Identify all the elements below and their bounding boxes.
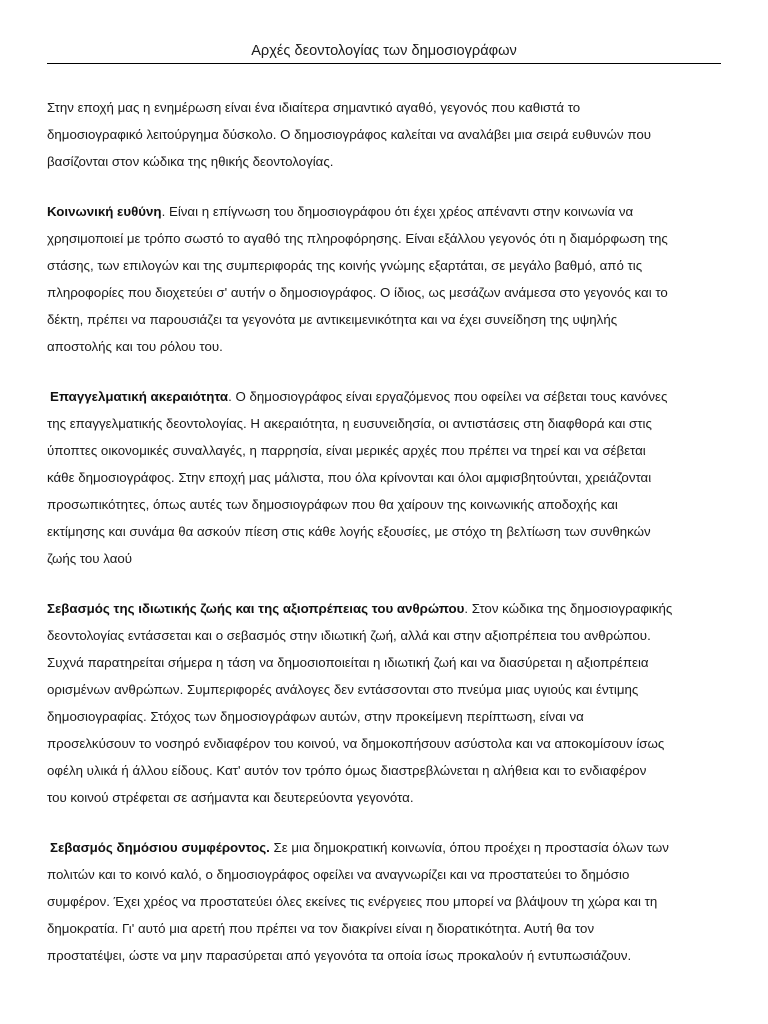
text-line: προσωπικότητες, όπως αυτές των δημοσιογράφων που θα χαίρουν της κοινωνικής αποδοχής και bbox=[47, 497, 618, 512]
text-line: δημοκρατία. Γι' αυτό μια αρετή που πρέπει να τον διακρίνει είναι η διορατικότητα. Αυτή θα τον bbox=[47, 921, 595, 936]
social-responsibility-paragraph bbox=[47, 198, 721, 360]
text-line: του κοινού στρέφεται σε ασήμαντα και δευτερεύοντα γεγονότα. bbox=[47, 790, 414, 805]
text-line: δημοσιογραφικό λειτούργημα δύσκολο. Ο δημοσιογράφος καλείται να αναλάβει μια σειρά ευθυνών που bbox=[47, 127, 652, 142]
section-heading: Κοινωνική ευθύνη bbox=[47, 204, 162, 219]
text-line: χρησιμοποιεί με τρόπο σωστό το αγαθό της πληροφόρησης. Είναι εξάλλου γεγονός ότι η διαμόρφωση της bbox=[47, 231, 668, 246]
text-line bbox=[47, 595, 721, 622]
title-underline bbox=[47, 63, 721, 64]
text-line bbox=[47, 383, 721, 410]
text-line: στάσης, των επιλογών και της συμπεριφοράς της κοινής γνώμης εξαρτάται, σε μεγάλο βαθμό, από τις bbox=[47, 258, 643, 273]
text-line: προσελκύσουν το νοσηρό ενδιαφέρον του κοινού, να δημοκοπήσουν ασύστολα και να αποκομίσουν ίσως bbox=[47, 736, 665, 751]
text-line: πολιτών και το κοινό καλό, ο δημοσιογράφος οφείλει να αναγνωρίζει και να προστατεύει το δημόσιο bbox=[47, 867, 630, 882]
text-line: προστατέψει, ώστε να μην παρασύρεται από γεγονότα τα οποία ίσως προκαλούν ή εντυπωσιάζουν. bbox=[47, 948, 632, 963]
text-line: Στην εποχή μας η ενημέρωση είναι ένα ιδιαίτερα σημαντικό αγαθό, γεγονός που καθιστά το bbox=[47, 100, 581, 115]
text-fragment: Σε μια δημοκρατική κοινωνία, όπου προέχει η προστασία όλων των bbox=[269, 840, 669, 855]
text-line bbox=[47, 834, 721, 861]
text-line: Συχνά παρατηρείται σήμερα η τάση να δημοσιοποιείται η ιδιωτική ζωή και να διασύρεται η αξιοπρέπεια bbox=[47, 655, 649, 670]
document-page bbox=[47, 0, 721, 969]
intro-paragraph bbox=[47, 94, 721, 175]
text-line bbox=[47, 198, 721, 225]
section-heading: Σεβασμός της ιδιωτικής ζωής και της αξιοπρέπειας του ανθρώπου bbox=[47, 601, 465, 616]
text-line: ορισμένων ανθρώπων. Συμπεριφορές ανάλογες δεν εντάσσονται στο πνεύμα μιας υγιούς και έντιμης bbox=[47, 682, 639, 697]
text-line: αποστολής και του ρόλου του. bbox=[47, 339, 223, 354]
text-line: εκτίμησης και συνάμα θα ασκούν πίεση στις κάθε λογής εξουσίες, με στόχο τη βελτίωση των συνθηκών bbox=[47, 524, 651, 539]
section-heading: Επαγγελματική ακεραιότητα bbox=[50, 389, 229, 404]
privacy-dignity-paragraph bbox=[47, 595, 721, 811]
text-fragment: . Είναι η επίγνωση του δημοσιογράφου ότι έχει χρέος απέναντι στην κοινωνία να bbox=[161, 204, 634, 219]
text-line: δεοντολογίας εντάσσεται και ο σεβασμός στην ιδιωτική ζωή, αλλά και στην αξιοπρέπεια του ανθρώπου. bbox=[47, 628, 651, 643]
text-fragment: . Ο δημοσιογράφος είναι εργαζόμενος που οφείλει να σέβεται τους κανόνες bbox=[228, 389, 668, 404]
professional-integrity-paragraph bbox=[47, 383, 721, 572]
text-line: οφέλη υλικά ή άλλου είδους. Κατ' αυτόν τον τρόπο όμως διαστρεβλώνεται η αλήθεια και το ενδιαφέρον bbox=[47, 763, 647, 778]
public-interest-paragraph bbox=[47, 834, 721, 969]
text-line: δέκτη, πρέπει να παρουσιάζει τα γεγονότα με αντικειμενικότητα και να έχει συνείδηση της υψηλής bbox=[47, 312, 618, 327]
text-line: δημοσιογραφίας. Στόχος των δημοσιογράφων αυτών, στην προκείμενη περίπτωση, είναι να bbox=[47, 709, 584, 724]
text-line: της επαγγελματικής δεοντολογίας. Η ακεραιότητα, η ευσυνειδησία, οι αντιστάσεις στη διαφθορά και στις bbox=[47, 416, 652, 431]
section-heading: Σεβασμός δημόσιου συμφέροντος. bbox=[50, 840, 270, 855]
text-line: κάθε δημοσιογράφος. Στην εποχή μας μάλιστα, που όλα κρίνονται και όλοι αμφισβητούνται, χρειάζονται bbox=[47, 470, 652, 485]
text-line: ύποπτες οικονομικές συναλλαγές, η παρρησία, είναι μερικές αρχές που πρέπει να τηρεί και να σέβεται bbox=[47, 443, 646, 458]
text-line: ζωής του λαού bbox=[47, 551, 133, 566]
text-line: βασίζονται στον κώδικα της ηθικής δεοντολογίας. bbox=[47, 154, 334, 169]
text-line: πληροφορίες που διοχετεύει σ' αυτήν ο δημοσιογράφος. Ο ίδιος, ως μεσάζων ανάμεσα στο γεγονός και το bbox=[47, 285, 668, 300]
text-fragment: . Στον κώδικα της δημοσιογραφικής bbox=[464, 601, 673, 616]
text-line: συμφέρον. Έχει χρέος να προστατεύει όλες εκείνες τις ενέργειες που μπορεί να βλάψουν τη χώρα και τη bbox=[47, 894, 658, 909]
document-title: Αρχές δεοντολογίας των δημοσιογράφων bbox=[251, 43, 517, 59]
